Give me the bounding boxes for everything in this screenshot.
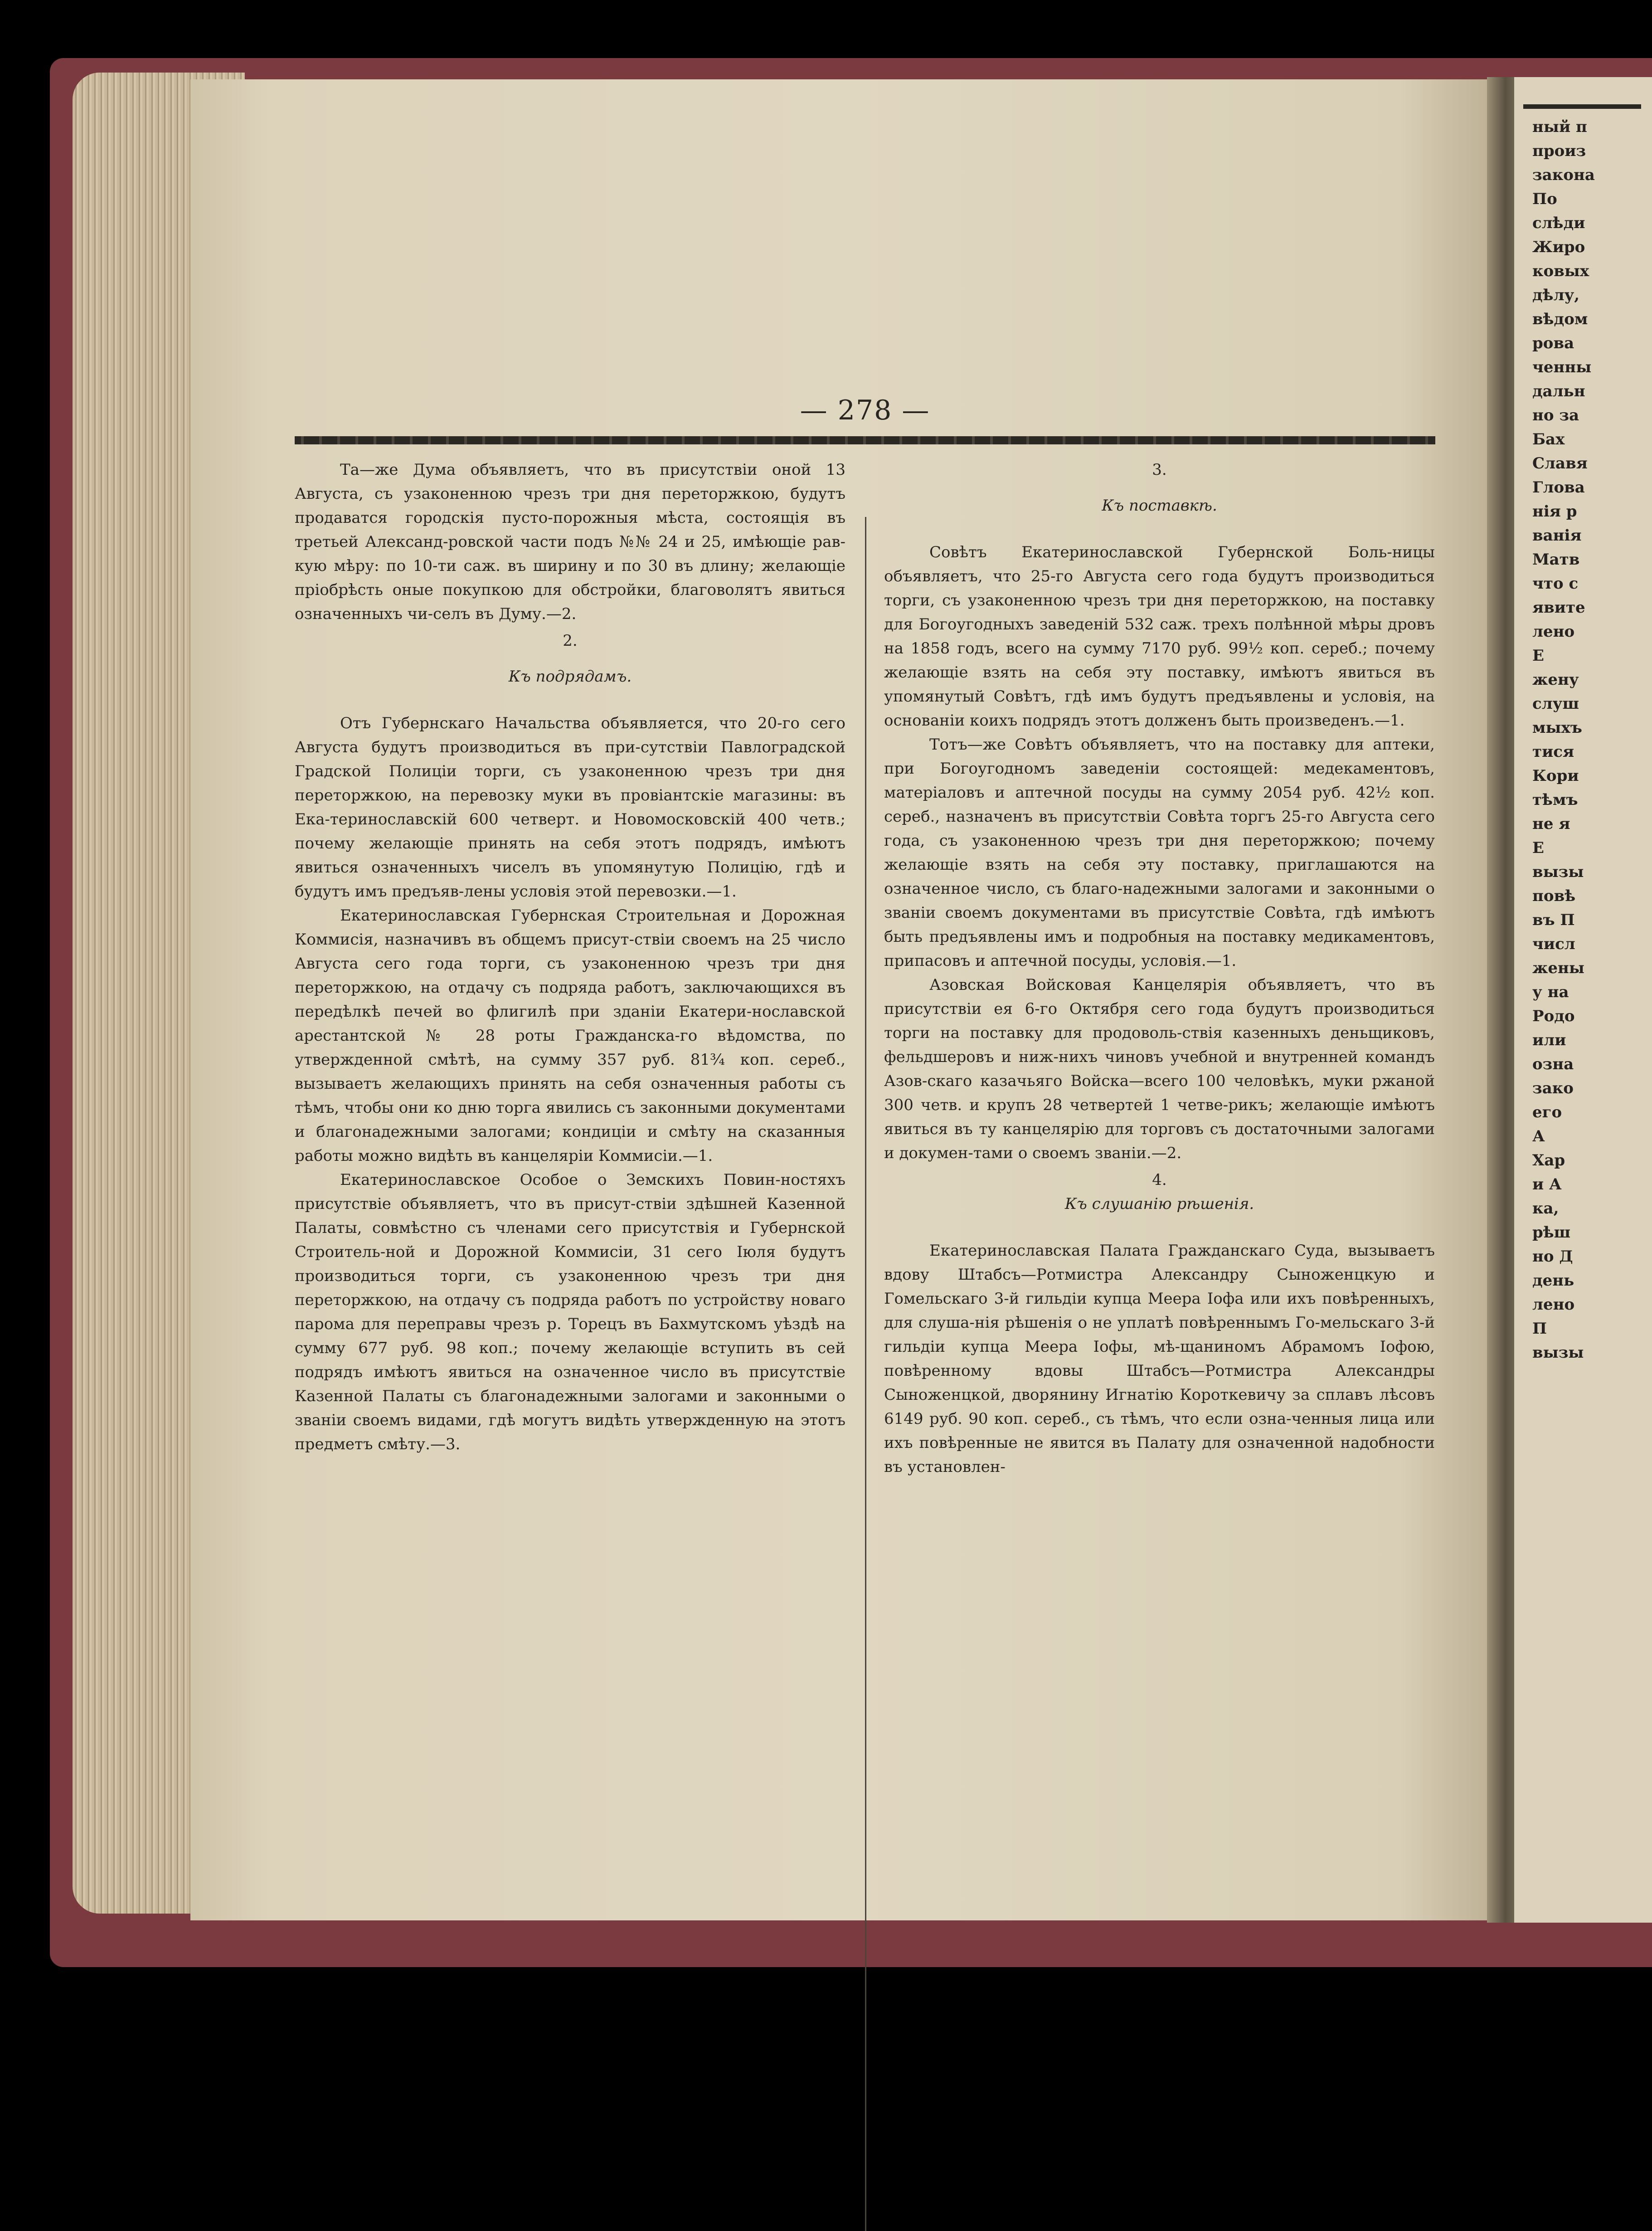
fragment-line: ный п bbox=[1532, 118, 1587, 136]
fragment-line: ванія bbox=[1532, 526, 1582, 545]
fragment-line: жены bbox=[1532, 959, 1584, 977]
notice-paragraph: Тотъ—же Совѣтъ объявляетъ, что на поставку для аптеки, при Богоугодномъ заведеніи состоящей: медекаментовъ, матеріаловъ и аптечной посуды на сумму 2054 руб. 42½ коп. сереб., назначенъ въ присутствіи Совѣта торгъ 25-го Августа сего года, съ узаконенною чрезъ три дня переторжкою; почему желающіе взять на себя эту поставку, приглашаются на означенное число, съ благо-надежными залогами и законными о званіи своемъ документами въ присутствіе Совѣта, гдѣ имѣютъ быть предъявлены имъ и подробныя на поставку медикаментовъ, припасовъ и аптечной посуды, условія.—1. bbox=[884, 736, 1435, 970]
fragment-line: вызы bbox=[1532, 863, 1584, 881]
page-number: — 278 — bbox=[800, 395, 930, 426]
fragment-line: Глова bbox=[1532, 478, 1585, 497]
page-content bbox=[295, 395, 1435, 1476]
fragment-line: Родо bbox=[1532, 1007, 1575, 1025]
fragment-line: его bbox=[1532, 1103, 1562, 1121]
fragment-line: лено bbox=[1532, 623, 1575, 641]
section-number: 3. bbox=[1152, 461, 1167, 479]
header-rule bbox=[295, 436, 1435, 444]
left-column bbox=[295, 458, 845, 1456]
fragment-line: Кори bbox=[1532, 767, 1579, 785]
fragment-line: тѣмъ bbox=[1532, 791, 1578, 809]
next-page-header-rule bbox=[1523, 104, 1641, 109]
fragment-line: нія р bbox=[1532, 502, 1577, 521]
section-number: 4. bbox=[1152, 1171, 1167, 1189]
fragment-line: рѣш bbox=[1532, 1223, 1571, 1242]
fragment-line: у на bbox=[1532, 983, 1569, 1001]
notice-paragraph: Екатеринославская Палата Гражданскаго Суда, вызываетъ вдову Штабсъ—Ротмистра Александру Сыноженцкую и Гомельскаго 3-й гильдіи купца Меера Іофа или ихъ повѣренныхъ, для слуша-нія рѣшенія о не уплатѣ повѣреннымъ Го-мельскаго 3-й гильдіи купца Меера Іофы, мѣ-щаниномъ Абрамомъ Іофою, повѣренному вдовы Штабсъ—Ротмистра Александры Сыноженцкой, дворянину Игнатію Короткевичу за сплавъ лѣсовъ 6149 руб. 90 коп. сереб., съ тѣмъ, что если озна-ченныя лица или ихъ повѣренные не явится въ Палату для означенной надобности въ установлен- bbox=[884, 1242, 1435, 1476]
fragment-line: ченны bbox=[1532, 358, 1592, 376]
fragment-line: П bbox=[1532, 1320, 1547, 1338]
notice-paragraph: Екатеринославское Особое о Земскихъ Повин-ностяхъ присутствіе объявляетъ, что въ присут-ствіи здѣшней Казенной Палаты, совмѣстно съ членами сего присутствія и Губернской Строитель-ной и Дорожной Коммисіи, 31 сего Іюля будутъ производиться торги, съ узаконенною чрезъ три дня переторжкою, на отдачу съ подряда работъ по устройству новаго парома для переправы чрезъ р. Торецъ въ Бахмутскомъ уѣздѣ на сумму 677 руб. 98 коп.; почему желающіе вступить въ сей подрядъ имѣютъ явиться на означенное число въ присутствіе Казенной Палаты съ благонадежными залогами и законными о званіи своемъ видами, гдѣ могутъ видѣть утвержденную на этотъ предметъ смѣту.—3. bbox=[295, 1171, 845, 1453]
fragment-line: Матв bbox=[1532, 550, 1580, 569]
fragment-line: тися bbox=[1532, 743, 1574, 761]
fragment-line: въ П bbox=[1532, 911, 1575, 929]
fragment-line: дальн bbox=[1532, 382, 1585, 400]
column-divider bbox=[865, 517, 866, 2231]
notice-paragraph: Совѣтъ Екатеринославской Губернской Боль-ницы объявляетъ, что 25-го Августа сего года будутъ производиться торги, съ узаконенною чрезъ три дня переторжкою, на поставку для Богоугодныхъ заведеній 532 саж. трехъ полѣнной мѣры дровъ на 1858 годъ, всего на сумму 7170 руб. 99½ коп. сереб.; почему желающіе взять на себя эту поставку, имѣютъ явиться въ упомянутый Совѣтъ, гдѣ имъ будутъ предъявлены и условія, на основаніи коихъ подрядъ этотъ долженъ быть произведенъ.—1. bbox=[884, 543, 1435, 730]
fragment-line: Славя bbox=[1532, 454, 1588, 473]
fragment-line: ковых bbox=[1532, 262, 1589, 280]
fragment-line: дѣлу, bbox=[1532, 286, 1580, 304]
fragment-line: рова bbox=[1532, 334, 1574, 352]
fragment-line: повѣ bbox=[1532, 887, 1576, 905]
fragment-line: Е bbox=[1532, 647, 1544, 665]
fragment-line: Жиро bbox=[1532, 238, 1585, 256]
fragment-line: зако bbox=[1532, 1079, 1574, 1097]
fragment-line: но за bbox=[1532, 406, 1579, 424]
fragment-line: день bbox=[1532, 1271, 1574, 1290]
fragment-line: закона bbox=[1532, 166, 1595, 184]
fragment-line: числ bbox=[1532, 935, 1575, 953]
notice-paragraph: Отъ Губернскаго Начальства объявляется, что 20-го сего Августа будутъ производиться въ при-сутствіи Павлоградской Градской Полиціи торги, съ узаконенною чрезъ три дня переторжкою, на перевозку муки въ провіантскіе магазины: въ Ека-теринославскій 600 четверт. и Новомосковскій 400 четв.; почему желающіе принять на себя этотъ подрядъ, имѣютъ явиться означенныхъ чиселъ въ упомянутую Полицію, гдѣ и будутъ имъ предъяв-лены условія этой перевозки.—1. bbox=[295, 714, 845, 901]
fragment-line: но Д bbox=[1532, 1247, 1573, 1266]
fragment-line: явите bbox=[1532, 599, 1585, 617]
fragment-line: слѣди bbox=[1532, 214, 1585, 232]
fragment-line: Бах bbox=[1532, 430, 1565, 448]
fragment-line: Хар bbox=[1532, 1151, 1565, 1169]
fragment-line: вызы bbox=[1532, 1344, 1584, 1362]
right-column bbox=[884, 458, 1435, 1479]
fragment-line: что с bbox=[1532, 575, 1579, 593]
fragment-line: лено bbox=[1532, 1296, 1575, 1314]
fragment-line: Е bbox=[1532, 839, 1544, 857]
next-page-fragment bbox=[1514, 115, 1652, 1365]
book-page-right bbox=[1514, 77, 1652, 1923]
notice-paragraph: Азовская Войсковая Канцелярія объявляетъ, что въ присутствіи ея 6-го Октября сего года будутъ производиться торги на поставку для продоволь-ствія казенныхъ деньщиковъ, фельдшеровъ и ниж-нихъ чиновъ учебной и внутренней командъ Азов-скаго казачьяго Войска—всего 100 человѣкъ, муки ржаной 300 четв. и крупъ 28 четвертей 1 четве-рикъ; желающіе имѣютъ явиться въ ту канцелярію для торговъ съ достаточными залогами и докумен-тами о своемъ званіи.—2. bbox=[884, 976, 1435, 1162]
fragment-line: или bbox=[1532, 1031, 1566, 1049]
fragment-line: озна bbox=[1532, 1055, 1574, 1073]
duma-notice-paragraph: Та—же Дума объявляетъ, что въ присутствіи оной 13 Августа, съ узаконенною чрезъ три дня переторжкою, будутъ продаватся городскія пусто-порожныя мѣста, состоящія въ третьей Александ-ровской части подъ №№ 24 и 25, имѣющіе рав-кую мѣру: по 10-ти саж. въ ширину и по 30 въ длину; желающіе пріобрѣсть оные покупкою для обстройки, благоволятъ явиться означенныхъ чи-селъ въ Думу.—2. bbox=[295, 461, 845, 623]
fragment-line: жену bbox=[1532, 671, 1579, 689]
fragment-line: мыхъ bbox=[1532, 719, 1582, 737]
notice-paragraph: Екатеринославская Губернская Строительная и Дорожная Коммисія, назначивъ въ общемъ присут-ствіи своемъ на 25 число Августа сего года торги, съ узаконенною чрезъ три дня переторжкою, на отдачу съ подряда работъ, заключающихся въ передѣлкѣ печей во флигилѣ при зданіи Екатери-нославской арестантской № 28 роты Гражданска-го вѣдомства, по утвержденной смѣтѣ, на сумму 357 руб. 81¾ коп. сереб., вызываетъ желающихъ принять на себя означенныя работы съ тѣмъ, чтобы они ко дню торга явились съ законными документами и благонадежными залогами; кондиціи и смѣту на сказанныя работы можно видѣть въ канцеляріи Коммисіи.—1. bbox=[295, 906, 845, 1165]
section-number: 2. bbox=[563, 632, 578, 650]
fragment-line: произ bbox=[1532, 142, 1586, 160]
fragment-line: А bbox=[1532, 1127, 1545, 1145]
section-heading: Къ подрядамъ. bbox=[508, 667, 632, 686]
section-heading: Къ слушанію рѣшенія. bbox=[1064, 1195, 1254, 1213]
fragment-line: вѣдом bbox=[1532, 310, 1588, 328]
fragment-line: ка, bbox=[1532, 1199, 1559, 1218]
fragment-line: и А bbox=[1532, 1175, 1562, 1193]
fragment-line: слуш bbox=[1532, 695, 1579, 713]
section-heading: Къ поставкѣ. bbox=[1102, 497, 1217, 515]
fragment-line: не я bbox=[1532, 815, 1570, 833]
fragment-line: По bbox=[1532, 190, 1557, 208]
